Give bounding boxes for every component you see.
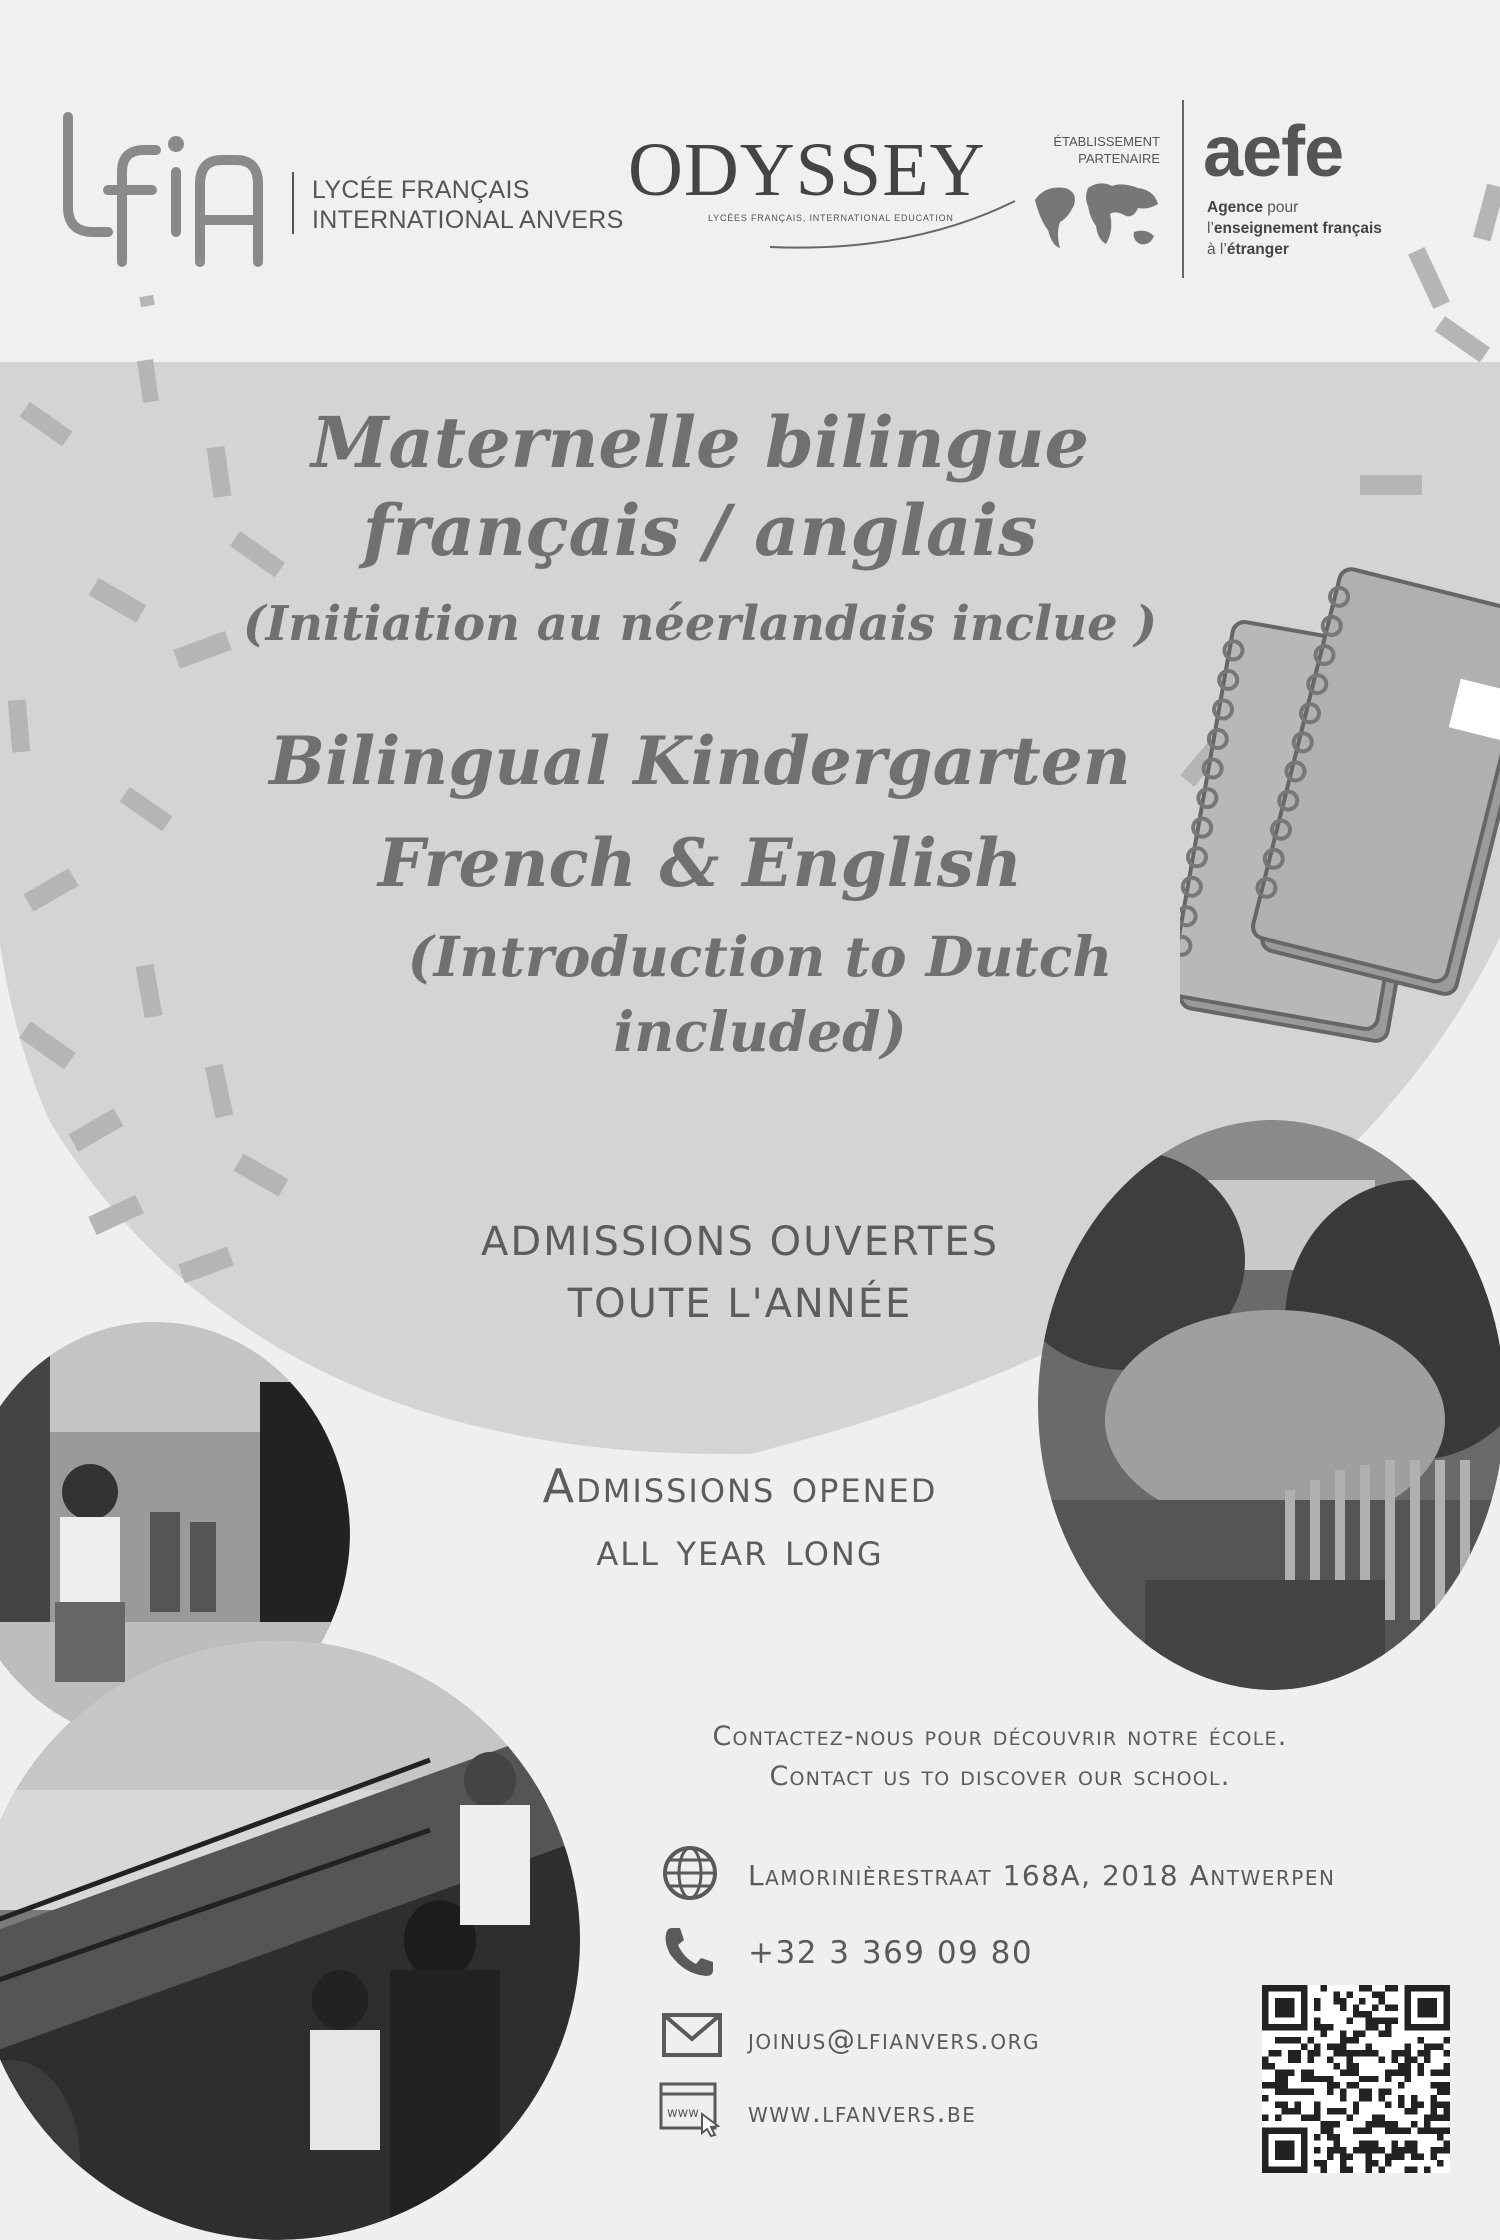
address-text: Lamorinièrestraat 168A, 2018 Antwerpen [748, 1859, 1336, 1892]
aefe-desc-2a: l’ [1207, 220, 1214, 237]
odyssey-tagline: LYCÉES FRANÇAIS, INTERNATIONAL EDUCATION [708, 213, 954, 223]
en-subtitle-line2: included) [613, 999, 907, 1064]
aefe-desc-1b: pour [1263, 199, 1299, 216]
odyssey-logo-word: ODYSSEY [628, 128, 986, 212]
email-text[interactable]: joinus@lfianvers.org [748, 2023, 1040, 2056]
globe-icon [658, 1844, 722, 1902]
contact-intro-fr: Contactez-nous pour découvrir notre école. [712, 1721, 1288, 1752]
aefe-logo-word: aefe [1203, 112, 1344, 192]
aefe-desc-2b: enseignement français [1213, 220, 1382, 237]
lfia-name-line1: LYCÉE FRANÇAIS [312, 176, 530, 204]
www-icon-label: www [667, 2106, 699, 2121]
admissions-fr-line1: ADMISSIONS OUVERTES [481, 1219, 999, 1265]
phone-icon[interactable] [658, 1922, 722, 1980]
lfia-name-line2: INTERNATIONAL ANVERS [312, 206, 624, 234]
en-title-line1: Bilingual Kindergarten [269, 722, 1131, 800]
en-subtitle-line1: (Introduction to Dutch [407, 924, 1113, 989]
browser-cursor-icon[interactable] [658, 2080, 722, 2138]
en-title-line2: French & English [378, 824, 1022, 902]
envelope-icon[interactable] [660, 2005, 724, 2063]
aefe-desc-3b: étranger [1226, 241, 1289, 258]
playground-photo [1035, 1120, 1500, 1690]
admissions-en-line2: all year long [596, 1522, 884, 1576]
aefe-desc-3a: à l’ [1207, 241, 1227, 258]
lfia-mark-text: lfiA [165, 262, 167, 263]
admissions-fr-line2: TOUTE L'ANNÉE [567, 1281, 913, 1327]
phone-text[interactable]: +32 3 369 09 80 [748, 1935, 1034, 1971]
partner-line2: PARTENAIRE [1078, 151, 1160, 166]
fr-title-line2: français / anglais [362, 489, 1038, 572]
website-text[interactable]: www.lfanvers.be [748, 2096, 977, 2129]
fr-subtitle: (Initiation au néerlandais inclue ) [242, 596, 1158, 652]
fr-title-line1: Maternelle bilingue [310, 401, 1090, 484]
admissions-en-line1: Admissions opened [542, 1459, 938, 1513]
partner-line1: ÉTABLISSEMENT [1053, 134, 1160, 149]
contact-intro-en: Contact us to discover our school. [769, 1761, 1231, 1792]
qr-code[interactable] [1262, 1985, 1450, 2173]
aefe-desc-1a: Agence [1207, 199, 1263, 216]
